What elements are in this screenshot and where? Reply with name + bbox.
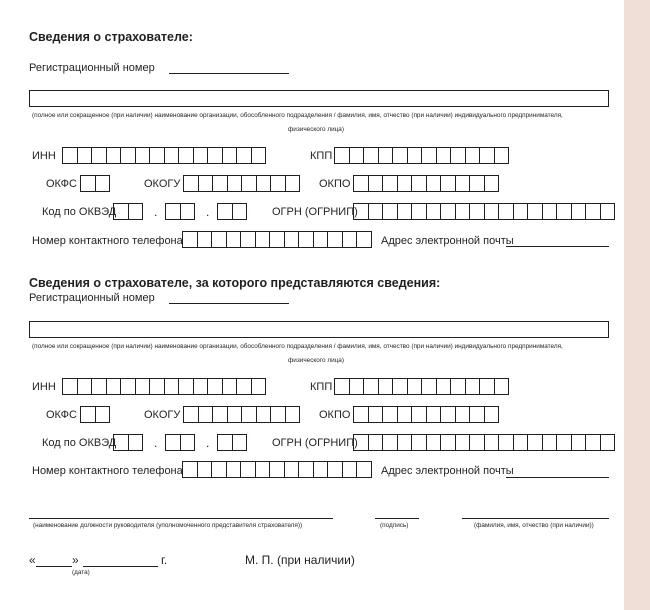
insurer-reg-number-field[interactable] xyxy=(169,73,289,74)
insured-name-field[interactable] xyxy=(29,321,609,338)
insurer-phone-label: Номер контактного телефона xyxy=(32,235,183,247)
insurer-okogu-label: ОКОГУ xyxy=(144,178,181,190)
insured-okpo-label: ОКПО xyxy=(319,409,351,421)
insurer-okpo-label: ОКПО xyxy=(319,178,351,190)
insured-okpo-cells[interactable] xyxy=(353,406,499,423)
insured-okfs-label: ОКФС xyxy=(46,409,77,421)
insurer-okved-cells-2[interactable] xyxy=(165,203,195,220)
position-field[interactable] xyxy=(29,518,333,519)
insured-email-field[interactable] xyxy=(506,477,609,478)
insured-ogrn-cells[interactable] xyxy=(353,434,615,451)
insured-inn-label: ИНН xyxy=(32,381,56,393)
insured-kpp-cells[interactable] xyxy=(334,378,509,395)
date-year-suffix: г. xyxy=(161,553,168,567)
fio-note: (фамилия, имя, отчество (при наличии)) xyxy=(474,522,594,529)
insured-okogu-cells[interactable] xyxy=(183,406,300,423)
date-note: (дата) xyxy=(72,569,90,576)
insurer-email-label: Адрес электронной почты xyxy=(381,235,514,247)
insured-inn-cells[interactable] xyxy=(62,378,266,395)
signature-note: (подпись) xyxy=(380,522,409,529)
insurer-phone-cells[interactable] xyxy=(182,231,372,248)
insurer-name-field[interactable] xyxy=(29,90,609,107)
insured-reg-label: Регистрационный номер xyxy=(29,292,155,304)
insured-okved-dot-2: . xyxy=(206,436,210,450)
insured-okved-cells-2[interactable] xyxy=(165,434,195,451)
insurer-kpp-label: КПП xyxy=(310,150,333,162)
insurer-inn-label: ИНН xyxy=(32,150,56,162)
insurer-okved-dot-2: . xyxy=(206,205,210,219)
insured-email-label: Адрес электронной почты xyxy=(381,465,514,477)
insured-kpp-label: КПП xyxy=(310,381,333,393)
insured-okogu-label: ОКОГУ xyxy=(144,409,181,421)
insurer-name-note-cont: физического лица) xyxy=(288,126,344,133)
insured-section-title: Сведения о страхователе, за которого представляются сведения: xyxy=(29,276,441,290)
insured-name-note-cont: физического лица) xyxy=(288,357,344,364)
signature-field[interactable] xyxy=(375,518,419,519)
date-quote-open: « xyxy=(29,553,36,567)
insured-okved-dot-1: . xyxy=(154,436,158,450)
position-note: (наименование должности руководителя (уполномоченного представителя страхователя)) xyxy=(33,522,303,529)
insurer-okved-cells-3[interactable] xyxy=(217,203,247,220)
insured-ogrn-label: ОГРН (ОГРНИП) xyxy=(272,437,358,449)
insurer-kpp-cells[interactable] xyxy=(334,147,509,164)
insurer-ogrn-cells[interactable] xyxy=(353,203,615,220)
insurer-ogrn-label: ОГРН (ОГРНИП) xyxy=(272,206,358,218)
insured-phone-cells[interactable] xyxy=(182,461,372,478)
insurer-reg-label: Регистрационный номер xyxy=(29,62,155,74)
insured-okved-label: Код по ОКВЭД xyxy=(42,437,117,449)
date-month-year-field[interactable] xyxy=(83,566,158,567)
insured-okfs-cells[interactable] xyxy=(80,406,110,423)
insurer-okved-dot-1: . xyxy=(154,205,158,219)
insurer-name-note: (полное или сокращенное (при наличии) наименование организации, обособленного подразделения / фамилия, имя, отчество (при наличии) индивидуального предпринимателя, xyxy=(32,112,563,119)
insured-okved-cells-3[interactable] xyxy=(217,434,247,451)
insurer-section-title: Сведения о страхователе: xyxy=(29,30,193,44)
insurer-okogu-cells[interactable] xyxy=(183,175,300,192)
insurer-okfs-cells[interactable] xyxy=(80,175,110,192)
insurer-okfs-label: ОКФС xyxy=(46,178,77,190)
insurer-inn-cells[interactable] xyxy=(62,147,266,164)
insured-reg-number-field[interactable] xyxy=(169,303,289,304)
date-quote-close: » xyxy=(72,553,79,567)
insurer-email-field[interactable] xyxy=(506,246,609,247)
insurer-okved-cells-1[interactable] xyxy=(113,203,143,220)
stamp-label: М. П. (при наличии) xyxy=(245,553,355,567)
fio-field[interactable] xyxy=(462,518,609,519)
insured-name-note: (полное или сокращенное (при наличии) наименование организации, обособленного подразделения / фамилия, имя, отчество (при наличии) индивидуального предпринимателя, xyxy=(32,343,563,350)
date-day-field[interactable] xyxy=(36,566,72,567)
insured-okved-cells-1[interactable] xyxy=(113,434,143,451)
insurer-okved-label: Код по ОКВЭД xyxy=(42,206,117,218)
insured-phone-label: Номер контактного телефона xyxy=(32,465,183,477)
insurer-okpo-cells[interactable] xyxy=(353,175,499,192)
